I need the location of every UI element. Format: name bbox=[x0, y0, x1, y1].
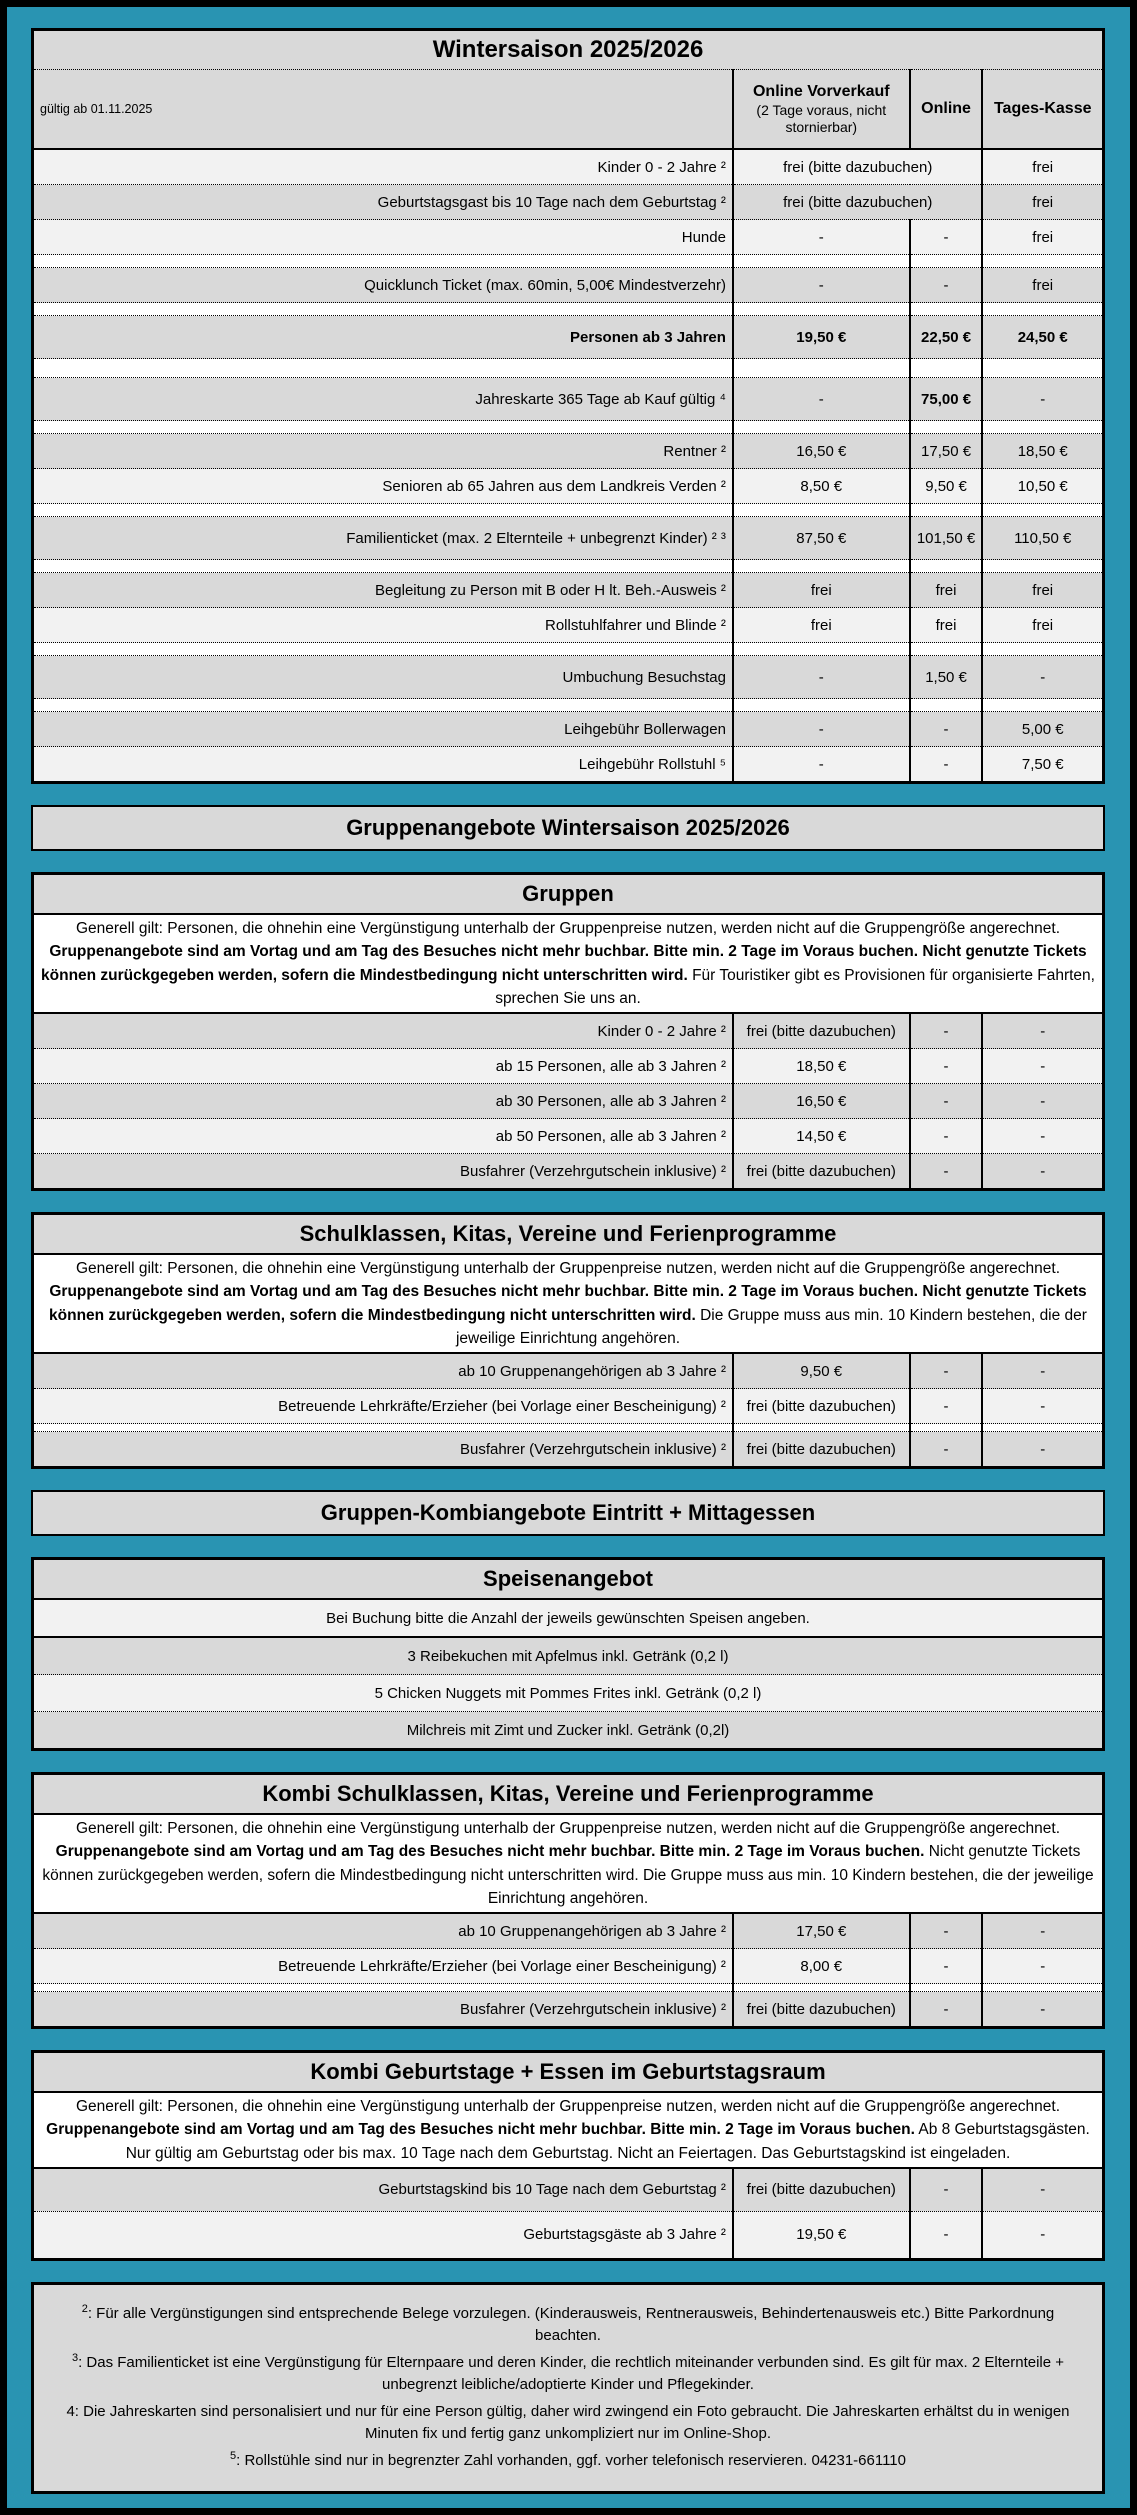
table-row bbox=[33, 378, 1104, 421]
boxoffice-price: - bbox=[982, 656, 1103, 699]
row-label: Umbuchung Besuchstag bbox=[33, 656, 733, 699]
combo-school-table bbox=[31, 1772, 1105, 2029]
spacer-row bbox=[33, 643, 1104, 656]
presale-price: 9,50 € bbox=[733, 1353, 910, 1389]
boxoffice-price: frei bbox=[982, 608, 1103, 643]
online-price: - bbox=[910, 1084, 983, 1119]
school-note bbox=[33, 1254, 1104, 1353]
valid-from-label: gültig ab 01.11.2025 bbox=[33, 70, 733, 150]
online-header-title: Online bbox=[921, 100, 971, 117]
presale-price: 14,50 € bbox=[733, 1119, 910, 1154]
presale-header-title: Online Vorverkauf bbox=[752, 82, 890, 100]
table-row bbox=[33, 608, 1104, 643]
row-label: ab 15 Personen, alle ab 3 Jahren ² bbox=[33, 1049, 733, 1084]
footnote-text: : Rollstühle sind nur in begrenzter Zahl vorhanden, ggf. vorher telefonisch reservieren. 04231-661110 bbox=[236, 2452, 906, 2470]
note-text: Generell gilt: Personen, die ohnehin eine Vergünstigung unterhalb der Gruppenpreise nutzen, werden nicht auf die Gruppengröße angerechnet. bbox=[75, 1260, 1061, 1277]
groups-table bbox=[31, 872, 1105, 1191]
table-row bbox=[33, 573, 1104, 608]
boxoffice-price: - bbox=[982, 1992, 1103, 2028]
groups-title: Gruppen bbox=[33, 874, 1104, 915]
presale-price: frei (bitte dazubuchen) bbox=[733, 2168, 910, 2212]
presale-price: frei (bitte dazubuchen) bbox=[733, 1389, 910, 1424]
table-title-row bbox=[33, 874, 1104, 915]
combo-school-note bbox=[33, 1814, 1104, 1913]
note-text: Für Touristiker gibt es Provisionen für organisierte Fahrten, sprechen Sie uns an. bbox=[495, 966, 1095, 1007]
row-label: Senioren ab 65 Jahren aus dem Landkreis Verden ² bbox=[33, 469, 733, 504]
online-price: - bbox=[910, 1992, 983, 2028]
presale-price: frei (bitte dazubuchen) bbox=[733, 1432, 910, 1468]
footnote-marker: 3 bbox=[71, 2352, 79, 2365]
combo-school-title: Kombi Schulklassen, Kitas, Vereine und Ferienprogramme bbox=[33, 1774, 1104, 1815]
spacer-row bbox=[33, 699, 1104, 712]
note-text: Nicht genutzte Tickets können zurückgegeben werden, sofern die Mindestbedingung nicht unterschritten wird. Die Gruppe muss aus min. 10 Kindern bestehen, die der jeweilige Einrichtung angehören. bbox=[42, 1843, 1094, 1907]
presale-price: - bbox=[733, 268, 910, 303]
online-price: - bbox=[910, 712, 983, 747]
presale-price: - bbox=[733, 378, 910, 421]
note-text: Generell gilt: Personen, die ohnehin eine Vergünstigung unterhalb der Gruppenpreise nutzen, werden nicht auf die Gruppengröße angerechnet. bbox=[75, 2098, 1061, 2115]
presale-price: frei bbox=[733, 573, 910, 608]
boxoffice-price: - bbox=[982, 2211, 1103, 2259]
row-label: Busfahrer (Verzehrgutschein inklusive) ² bbox=[33, 1432, 733, 1468]
birthday-title: Kombi Geburtstage + Essen im Geburtstagsraum bbox=[33, 2052, 1104, 2093]
note-text-bold: Gruppenangebote sind am Vortag und am Tag des Besuches nicht mehr buchbar. Bitte min. 2 Tage im Voraus buchen. Nicht genutzte Tickets können zurückgegeben werden, sofern die Mindestbedingung nicht unterschritten wird. bbox=[49, 1283, 1087, 1324]
note-text: Generell gilt: Personen, die ohnehin eine Vergünstigung unterhalb der Gruppenpreise nutzen, werden nicht auf die Gruppengröße angerechnet. bbox=[75, 1820, 1061, 1837]
table-row bbox=[33, 1949, 1104, 1984]
online-price: 22,50 € bbox=[910, 316, 983, 359]
presale-price: - bbox=[733, 656, 910, 699]
online-price: - bbox=[910, 1432, 983, 1468]
table-row bbox=[33, 1389, 1104, 1424]
row-label: ab 50 Personen, alle ab 3 Jahren ² bbox=[33, 1119, 733, 1154]
online-price: - bbox=[910, 1913, 983, 1949]
online-price: 1,50 € bbox=[910, 656, 983, 699]
presale-price: 17,50 € bbox=[733, 1913, 910, 1949]
spacer-row bbox=[33, 1424, 1104, 1432]
row-label: Familienticket (max. 2 Elternteile + unbegrenzt Kinder) ² ³ bbox=[33, 517, 733, 560]
online-price: - bbox=[910, 1949, 983, 1984]
boxoffice-price: frei bbox=[982, 185, 1103, 220]
winter-price-table bbox=[31, 28, 1105, 784]
menu-item-row bbox=[33, 1712, 1104, 1750]
spacer-row bbox=[33, 359, 1104, 378]
table-row bbox=[33, 1353, 1104, 1389]
online-price: 17,50 € bbox=[910, 434, 983, 469]
row-label: Geburtstagskind bis 10 Tage nach dem Geburtstag ² bbox=[33, 2168, 733, 2212]
boxoffice-price: - bbox=[982, 1119, 1103, 1154]
row-label: Leihgebühr Rollstuhl ⁵ bbox=[33, 747, 733, 783]
table-row bbox=[33, 656, 1104, 699]
menu-item: Milchreis mit Zimt und Zucker inkl. Getränk (0,2l) bbox=[33, 1712, 1104, 1750]
presale-price: 18,50 € bbox=[733, 1049, 910, 1084]
table-row bbox=[33, 517, 1104, 560]
table-row bbox=[33, 1084, 1104, 1119]
row-label: Geburtstagsgäste ab 3 Jahre ² bbox=[33, 2211, 733, 2259]
presale-price: 19,50 € bbox=[733, 2211, 910, 2259]
note-text: Ab 8 Geburtstagsgästen. Nur gültig am Geburtstag oder bis max. 10 Tage nach dem Geburtstag. Nicht an Feiertagen. Das Geburtstagskind ist eingeladen. bbox=[125, 2121, 1090, 2162]
presale-price: frei (bitte dazubuchen) bbox=[733, 1154, 910, 1190]
footnote bbox=[54, 2351, 1082, 2396]
boxoffice-price: - bbox=[982, 378, 1103, 421]
note-text-bold: Gruppenangebote sind am Vortag und am Tag des Besuches nicht mehr buchbar. Bitte min. 2 Tage im Voraus buchen. bbox=[55, 1843, 925, 1861]
boxoffice-price: 10,50 € bbox=[982, 469, 1103, 504]
online-price: - bbox=[910, 2211, 983, 2259]
row-label: Busfahrer (Verzehrgutschein inklusive) ² bbox=[33, 1154, 733, 1190]
boxoffice-price: - bbox=[982, 2168, 1103, 2212]
table-row bbox=[33, 747, 1104, 783]
online-price: - bbox=[910, 1119, 983, 1154]
row-label: Kinder 0 - 2 Jahre ² bbox=[33, 1013, 733, 1049]
table-row bbox=[33, 2168, 1104, 2212]
table-title-row bbox=[33, 1214, 1104, 1255]
online-price: - bbox=[910, 747, 983, 783]
spacer-row bbox=[33, 255, 1104, 268]
table-row bbox=[33, 1913, 1104, 1949]
column-header-online bbox=[910, 70, 983, 150]
boxoffice-header-title: Tages-Kasse bbox=[993, 100, 1092, 117]
school-title: Schulklassen, Kitas, Vereine und Ferienprogramme bbox=[33, 1214, 1104, 1255]
row-label: Betreuende Lehrkräfte/Erzieher (bei Vorlage einer Bescheinigung) ² bbox=[33, 1949, 733, 1984]
row-label: ab 30 Personen, alle ab 3 Jahren ² bbox=[33, 1084, 733, 1119]
menu-item: 5 Chicken Nuggets mit Pommes Frites inkl. Getränk (0,2 l) bbox=[33, 1675, 1104, 1712]
table-title-row bbox=[33, 2052, 1104, 2093]
page-title: Wintersaison 2025/2026 bbox=[33, 30, 1104, 70]
column-header-boxoffice bbox=[982, 70, 1103, 150]
boxoffice-price: - bbox=[982, 1049, 1103, 1084]
table-row bbox=[33, 712, 1104, 747]
boxoffice-price: - bbox=[982, 1913, 1103, 1949]
boxoffice-price: frei bbox=[982, 149, 1103, 185]
spacer-row bbox=[33, 421, 1104, 434]
footnote-marker: 4 bbox=[66, 2402, 75, 2420]
presale-price: 8,00 € bbox=[733, 1949, 910, 1984]
online-price: - bbox=[910, 1049, 983, 1084]
column-header-row bbox=[33, 70, 1104, 150]
table-row bbox=[33, 1432, 1104, 1468]
table-note-row bbox=[33, 1254, 1104, 1353]
presale-price: frei (bitte dazubuchen) bbox=[733, 1013, 910, 1049]
table-title-row bbox=[33, 1559, 1104, 1600]
boxoffice-price: 18,50 € bbox=[982, 434, 1103, 469]
note-text: Die Gruppe muss aus min. 10 Kindern bestehen, die der jeweilige Einrichtung angehören. bbox=[455, 1306, 1087, 1347]
presale-price: 19,50 € bbox=[733, 316, 910, 359]
table-row bbox=[33, 220, 1104, 255]
groups-note bbox=[33, 914, 1104, 1013]
presale-price: 8,50 € bbox=[733, 469, 910, 504]
boxoffice-price: 7,50 € bbox=[982, 747, 1103, 783]
online-price: - bbox=[910, 2168, 983, 2212]
school-table bbox=[31, 1212, 1105, 1469]
spacer-row bbox=[33, 504, 1104, 517]
boxoffice-price: - bbox=[982, 1432, 1103, 1468]
boxoffice-price: 5,00 € bbox=[982, 712, 1103, 747]
table-note-row bbox=[33, 1599, 1104, 1637]
column-header-presale bbox=[733, 70, 910, 150]
presale-price: frei (bitte dazubuchen) bbox=[733, 1992, 910, 2028]
online-price: - bbox=[910, 268, 983, 303]
table-row bbox=[33, 1992, 1104, 2028]
note-text-bold: Gruppenangebote sind am Vortag und am Tag des Besuches nicht mehr buchbar. Bitte min. 2 Tage im Voraus buchen. Nicht genutzte Tickets können zurückgegeben werden, sofern die Mindestbedingung nicht unterschritten wird. bbox=[41, 943, 1087, 984]
table-note-row bbox=[33, 914, 1104, 1013]
row-label: ab 10 Gruppenangehörigen ab 3 Jahre ² bbox=[33, 1913, 733, 1949]
row-label: ab 10 Gruppenangehörigen ab 3 Jahre ² bbox=[33, 1353, 733, 1389]
menu-item: 3 Reibekuchen mit Apfelmus inkl. Getränk (0,2 l) bbox=[33, 1637, 1104, 1675]
footnote bbox=[54, 2302, 1082, 2347]
note-text: Generell gilt: Personen, die ohnehin eine Vergünstigung unterhalb der Gruppenpreise nutzen, werden nicht auf die Gruppengröße angerechnet. bbox=[75, 920, 1061, 937]
presale-price: - bbox=[733, 220, 910, 255]
row-label: Quicklunch Ticket (max. 60min, 5,00€ Mindestverzehr) bbox=[33, 268, 733, 303]
menu-title: Speisenangebot bbox=[33, 1559, 1104, 1600]
row-label: Hunde bbox=[33, 220, 733, 255]
boxoffice-price: - bbox=[982, 1389, 1103, 1424]
footnote-marker: 5 bbox=[230, 2450, 237, 2463]
footnote-text: : Das Familienticket ist eine Vergünstigung für Elternpaare und deren Kinder, die rechtlich miteinander verbunden sind. Es gilt für max. 2 Elternteile + unbegrenzt leibliche/adoptierte Kinder und Pflegekinder. bbox=[78, 2354, 1065, 2393]
online-price: - bbox=[910, 1389, 983, 1424]
online-price: 75,00 € bbox=[910, 378, 983, 421]
boxoffice-price: - bbox=[982, 1013, 1103, 1049]
table-row bbox=[33, 316, 1104, 359]
row-label: Jahreskarte 365 Tage ab Kauf gültig ⁴ bbox=[33, 378, 733, 421]
table-row bbox=[33, 1154, 1104, 1190]
note-text-bold: Gruppenangebote sind am Vortag und am Tag des Besuches nicht mehr buchbar. Bitte min. 2 Tage im Voraus buchen. bbox=[46, 2121, 915, 2139]
spacer-row bbox=[33, 560, 1104, 573]
online-price: - bbox=[910, 1154, 983, 1190]
footnotes-box bbox=[31, 2282, 1105, 2494]
table-row bbox=[33, 268, 1104, 303]
presale-price: 87,50 € bbox=[733, 517, 910, 560]
boxoffice-price: frei bbox=[982, 573, 1103, 608]
boxoffice-price: frei bbox=[982, 268, 1103, 303]
row-label: Leihgebühr Bollerwagen bbox=[33, 712, 733, 747]
row-label: Busfahrer (Verzehrgutschein inklusive) ² bbox=[33, 1992, 733, 2028]
row-label: Betreuende Lehrkräfte/Erzieher (bei Vorlage einer Bescheinigung) ² bbox=[33, 1389, 733, 1424]
menu-item-row bbox=[33, 1675, 1104, 1712]
boxoffice-price: 110,50 € bbox=[982, 517, 1103, 560]
birthday-note bbox=[33, 2092, 1104, 2168]
birthday-table bbox=[31, 2050, 1105, 2261]
boxoffice-price: frei bbox=[982, 220, 1103, 255]
online-price: 101,50 € bbox=[910, 517, 983, 560]
row-label: Rentner ² bbox=[33, 434, 733, 469]
online-price: frei bbox=[910, 573, 983, 608]
presale-price: 16,50 € bbox=[733, 434, 910, 469]
presale-header-subtitle: (2 Tage voraus, nicht stornierbar) bbox=[756, 101, 887, 135]
section-header-gruppenangebote: Gruppenangebote Wintersaison 2025/2026 bbox=[31, 805, 1105, 851]
boxoffice-price: - bbox=[982, 1353, 1103, 1389]
footnote-marker: 2 bbox=[81, 2302, 88, 2315]
spacer-row bbox=[33, 303, 1104, 316]
footnote bbox=[54, 2449, 1082, 2472]
presale-online-price: frei (bitte dazubuchen) bbox=[733, 149, 983, 185]
spacer-row bbox=[33, 1984, 1104, 1992]
table-note-row bbox=[33, 2092, 1104, 2168]
presale-online-price: frei (bitte dazubuchen) bbox=[733, 185, 983, 220]
table-row bbox=[33, 1119, 1104, 1154]
table-note-row bbox=[33, 1814, 1104, 1913]
section-header-kombiangebote: Gruppen-Kombiangebote Eintritt + Mittagessen bbox=[31, 1490, 1105, 1536]
table-title-row bbox=[33, 1774, 1104, 1815]
presale-price: 16,50 € bbox=[733, 1084, 910, 1119]
presale-price: - bbox=[733, 747, 910, 783]
presale-price: frei bbox=[733, 608, 910, 643]
online-price: - bbox=[910, 220, 983, 255]
row-label: Kinder 0 - 2 Jahre ² bbox=[33, 149, 733, 185]
boxoffice-price: 24,50 € bbox=[982, 316, 1103, 359]
row-label: Rollstuhlfahrer und Blinde ² bbox=[33, 608, 733, 643]
presale-price: - bbox=[733, 712, 910, 747]
menu-note: Bei Buchung bitte die Anzahl der jeweils gewünschten Speisen angeben. bbox=[33, 1599, 1104, 1637]
footnote-text: : Für alle Vergünstigungen sind entsprechende Belege vorzulegen. (Kinderausweis, Rentnerausweis, Behindertenausweis etc.) Bitte Parkordnung beachten. bbox=[87, 2304, 1055, 2344]
table-row bbox=[33, 469, 1104, 504]
menu-table bbox=[31, 1557, 1105, 1751]
table-row bbox=[33, 2211, 1104, 2259]
row-label: Geburtstagsgast bis 10 Tage nach dem Geburtstag ² bbox=[33, 185, 733, 220]
footnote bbox=[54, 2401, 1082, 2445]
footnote-text: : Die Jahreskarten sind personalisiert und nur für eine Person gültig, daher wird zwingend ein Foto gebraucht. Die Jahreskarten erhältst du in wenigen Minuten fix und fertig ganz unkompliziert nur im Online-Shop. bbox=[74, 2402, 1070, 2442]
boxoffice-price: - bbox=[982, 1154, 1103, 1190]
table-row bbox=[33, 434, 1104, 469]
boxoffice-price: - bbox=[982, 1949, 1103, 1984]
online-price: 9,50 € bbox=[910, 469, 983, 504]
row-label: Begleitung zu Person mit B oder H lt. Beh.-Ausweis ² bbox=[33, 573, 733, 608]
menu-item-row bbox=[33, 1637, 1104, 1675]
table-title-row bbox=[33, 30, 1104, 70]
table-row bbox=[33, 185, 1104, 220]
row-label: Personen ab 3 Jahren bbox=[33, 316, 733, 359]
table-row bbox=[33, 149, 1104, 185]
online-price: - bbox=[910, 1353, 983, 1389]
table-row bbox=[33, 1013, 1104, 1049]
table-row bbox=[33, 1049, 1104, 1084]
online-price: - bbox=[910, 1013, 983, 1049]
online-price: frei bbox=[910, 608, 983, 643]
boxoffice-price: - bbox=[982, 1084, 1103, 1119]
